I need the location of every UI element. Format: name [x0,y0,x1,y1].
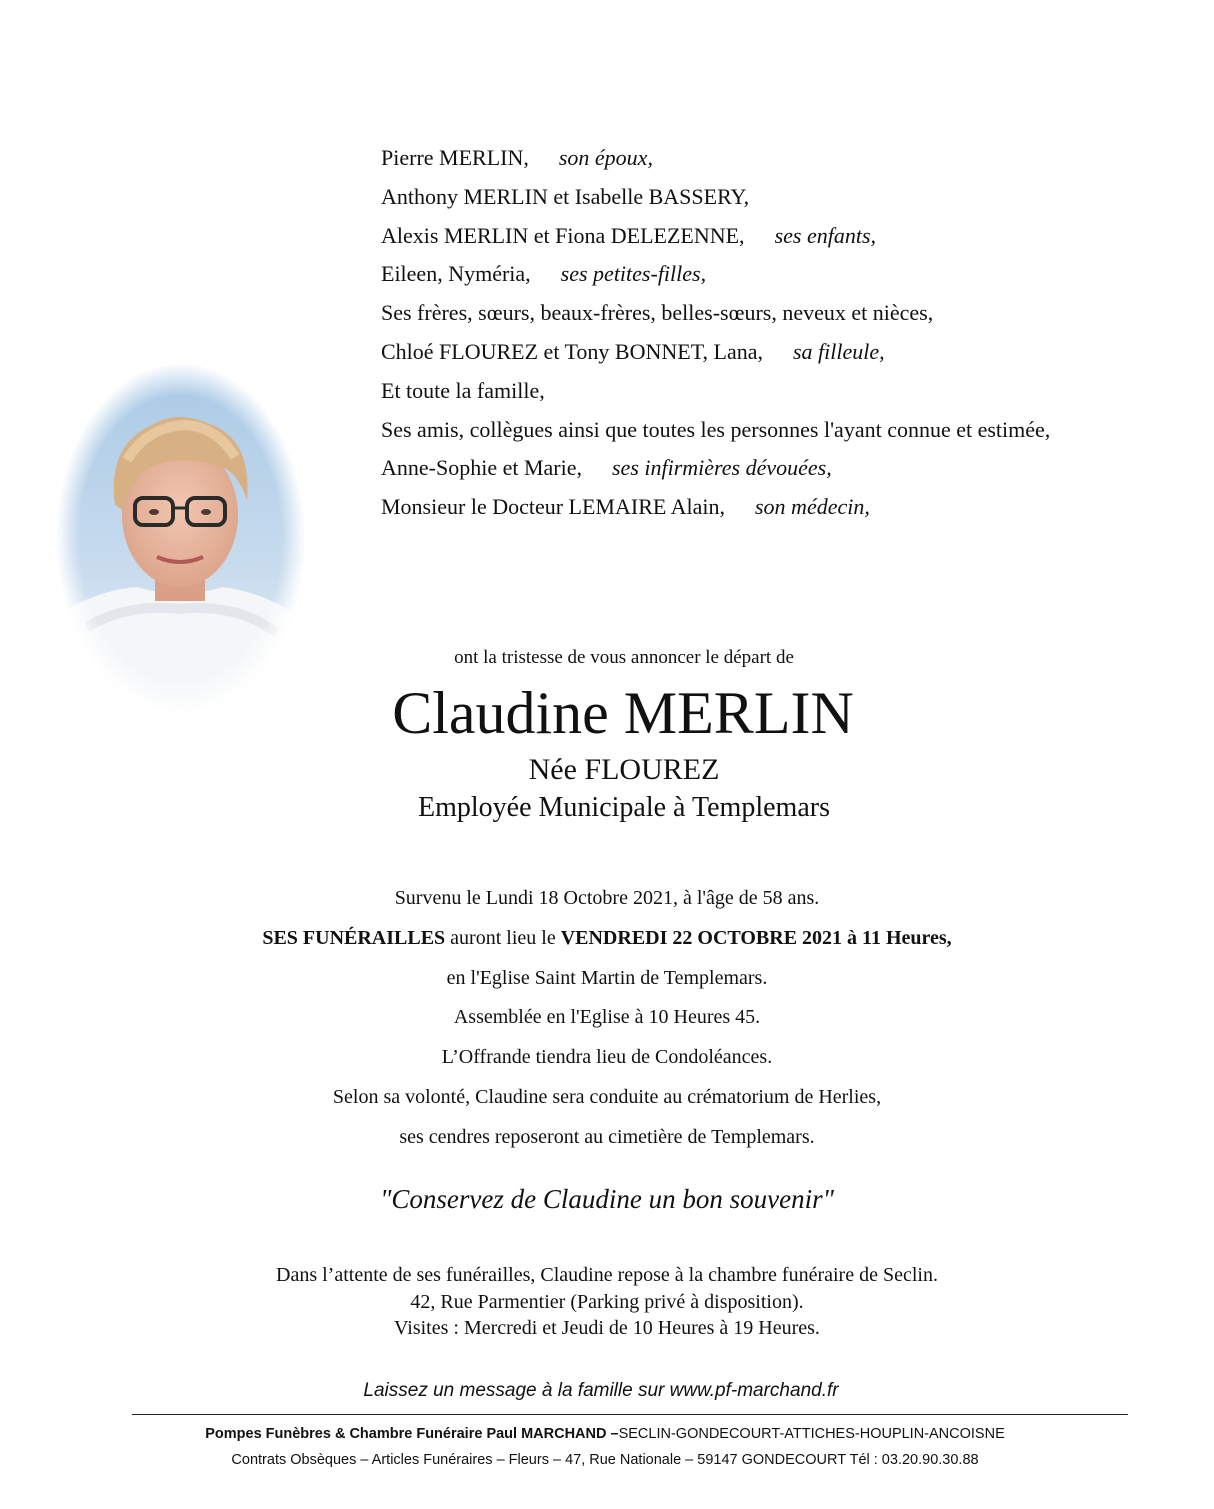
family-name: Eileen, Nyméria, [381,261,531,287]
family-name: Ses frères, sœurs, beaux-frères, belles-sœurs, neveux et nièces, [381,300,934,326]
family-name: Pierre MERLIN, [381,145,529,170]
family-role: ses petites-filles, [560,261,707,287]
family-name: Alexis MERLIN et Fiona DELEZENNE, [381,222,745,248]
family-role: son époux, [558,145,653,170]
funeral-date: VENDREDI 22 OCTOBRE 2021 à 11 Heures, [560,926,952,949]
family-line [381,333,1181,372]
family-name: Monsieur le Docteur LEMAIRE Alain, [381,494,725,520]
footer [0,1422,1212,1474]
family-line [381,411,1181,450]
visitation-line: 42, Rue Parmentier (Parking privé à disposition). [410,1290,804,1313]
funeral-connector: auront lieu le [445,926,561,949]
cremation-info: Selon sa volonté, Claudine sera conduite au crématorium de Herlies, [332,1085,882,1108]
funeral-label: SES FUNÉRAILLES [262,926,446,949]
family-role: sa filleule, [792,338,885,364]
family-line [381,372,1181,411]
ashes-info: ses cendres reposeront au cimetière de Templemars. [399,1125,815,1148]
family-line [381,178,1181,217]
maiden-name: Née FLOUREZ [528,753,720,786]
deceased-name: Claudine MERLIN [392,680,854,746]
family-role: son médecin, [755,494,870,520]
family-line [381,139,1181,178]
family-name: Chloé FLOUREZ et Tony BONNET, Lana, [381,338,763,364]
offering-info: L’Offrande tiendra lieu de Condoléances. [441,1046,773,1069]
family-line [381,294,1181,333]
family-name: Anne-Sophie et Marie, [381,455,582,481]
visitation-info [0,1262,1214,1342]
church-info: en l'Eglise Saint Martin de Templemars. [446,966,768,989]
assembly-info: Assemblée en l'Eglise à 10 Heures 45. [453,1006,761,1029]
footer-company-line [0,1422,1212,1448]
family-name: Anthony MERLIN et Isabelle BASSERY, [381,183,750,209]
death-info: Survenu le Lundi 18 Octobre 2021, à l'âge de 58 ans. [394,887,820,909]
family-line [381,255,1181,294]
funeral-info [0,921,1214,961]
family-role: ses enfants, [774,222,877,248]
family-line [381,217,1181,256]
visitation-line: Visites : Mercredi et Jeudi de 10 Heures à 19 Heures. [394,1317,820,1339]
announcement: ont la tristesse de vous annoncer le départ de [454,647,794,668]
footer-divider [132,1414,1128,1415]
footer-services-line: Contrats Obsèques – Articles Funéraires – Fleurs – 47, Rue Nationale – 59147 GONDECOURT Tél : 03.20.90.30.88 [231,1452,979,1468]
memorial-quote: "Conservez de Claudine un bon souvenir" [380,1184,834,1214]
family-role: ses infirmières dévouées, [612,455,832,481]
visitation-line: Dans l’attente de ses funérailles, Claudine repose à la chambre funéraire de Seclin. [276,1264,938,1286]
website-message: Laissez un message à la famille sur www.pf-marchand.fr [363,1380,839,1401]
family-list [381,139,1181,527]
family-name: Et toute la famille, [381,377,545,403]
family-line [381,488,1181,527]
funeral-details [0,881,1214,1160]
family-line [381,449,1181,488]
company-name: Pompes Funèbres & Chambre Funéraire Paul MARCHAND – [205,1426,619,1442]
occupation: Employée Municipale à Templemars [418,792,830,823]
company-locations: SECLIN-GONDECOURT-ATTICHES-HOUPLIN-ANCOISNE [618,1426,1005,1442]
family-name: Ses amis, collègues ainsi que toutes les personnes l'ayant connue et estimée, [381,416,1051,442]
